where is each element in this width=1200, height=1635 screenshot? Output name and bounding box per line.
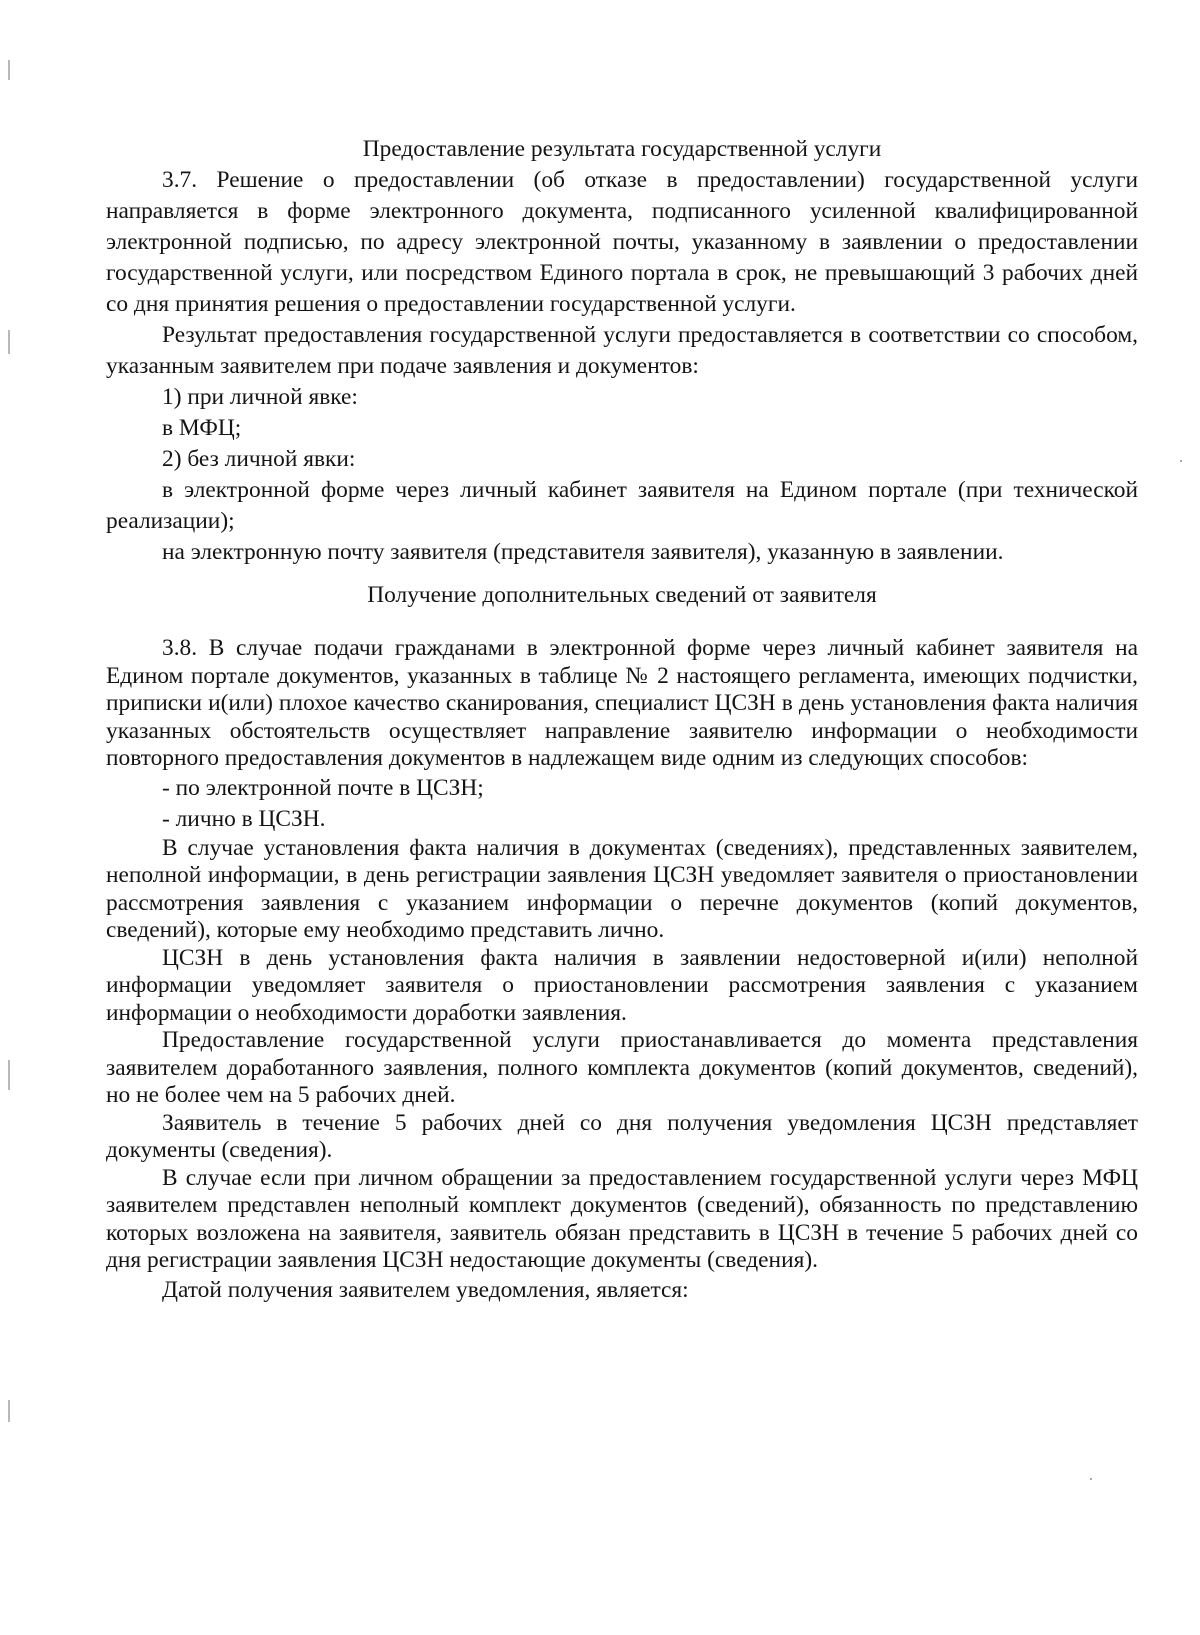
scan-artifact — [8, 1060, 10, 1090]
list-item-remote: 2) без личной явки: — [162, 446, 356, 472]
paragraph-suspension: Предоставление государственной услуги приостанавливается до момента представления заявителем доработанного заявления, полного комплекта документов (копий документов, сведений), но не более чем на 5 рабочих дней. — [106, 1027, 1138, 1108]
paragraph-3-8: 3.8. В случае подачи гражданами в электронной форме через личный кабинет заявителя на Едином портале документов, указанных в таблице № 2 настоящего регламента, имеющих подчистки, приписки и(или) плохое качество сканирования, специалист ЦСЗН в день установления факта наличия указанных обстоятельств осуществляет направление заявителю информации о необходимости повторного предоставления документов в надлежащем виде одним из следующих способов: — [106, 635, 1138, 771]
section-heading-result: Предоставление результата государственной услуги — [362, 136, 882, 162]
scan-artifact — [8, 60, 10, 80]
list-item-email-cszn: - по электронной почте в ЦСЗН; — [162, 774, 484, 801]
list-item-mfc: в МФЦ; — [162, 415, 242, 441]
paragraph-incomplete-info: В случае установления факта наличия в документах (сведениях), представленных заявителем, неполной информации, в день регистрации заявления ЦСЗН уведомляет заявителя о приостановлении рассмотрения заявления с указанием информации о перечне документов (копий документов, сведений), которые ему необходимо представить лично. — [106, 834, 1138, 943]
spacer — [106, 568, 1138, 580]
list-item-portal: в электронной форме через личный кабинет заявителя на Едином портале (при технической реализации); — [106, 477, 1138, 534]
scan-artifact — [1180, 460, 1182, 462]
list-item-personal: 1) при личной явке: — [162, 384, 358, 410]
scan-artifact — [8, 330, 10, 354]
scan-artifact — [1090, 1478, 1092, 1480]
spacer — [106, 611, 1138, 635]
document-body — [106, 134, 1138, 1306]
paragraph-mfc-incomplete: В случае если при личном обращении за предоставлением государственной услуги через МФЦ заявителем представлен неполный комплект документов (сведений), обязанность по представлению которых возложена на заявителя, заявитель обязан представить в ЦСЗН в течение 5 рабочих дней со дня регистрации заявления ЦСЗН недостающие документы (сведения). — [106, 1164, 1138, 1273]
section-heading-additional-info: Получение дополнительных сведений от заявителя — [367, 582, 877, 608]
paragraph-unreliable-info: ЦСЗН в день установления факта наличия в заявлении недостоверной и(или) неполной информации уведомляет заявителя о приостановлении рассмотрения заявления с указанием информации о необходимости доработки заявления. — [106, 944, 1138, 1026]
list-item-email: на электронную почту заявителя (представителя заявителя), указанную в заявлении. — [162, 539, 1004, 565]
scan-artifact — [8, 1400, 10, 1422]
list-item-in-person-cszn: - лично в ЦСЗН. — [162, 805, 326, 832]
paragraph-result: Результат предоставления государственной услуги предоставляется в соответствии со способом, указанным заявителем при подаче заявления и документов: — [106, 322, 1138, 379]
paragraph-deadline: Заявитель в течение 5 рабочих дней со дня получения уведомления ЦСЗН представляет документы (сведения). — [106, 1109, 1138, 1163]
paragraph-3-7: 3.7. Решение о предоставлении (об отказе в предоставлении) государственной услуги направляется в форме электронного документа, подписанного усиленной квалифицированной электронной подписью, по адресу электронной почты, указанному в заявлении о предоставлении государственной услуги, или посредством Единого портала в срок, не превышающий 3 рабочих дней со дня принятия решения о предоставлении государственной услуги. — [106, 167, 1138, 317]
paragraph-notification-date: Датой получения заявителем уведомления, является: — [162, 1276, 689, 1303]
